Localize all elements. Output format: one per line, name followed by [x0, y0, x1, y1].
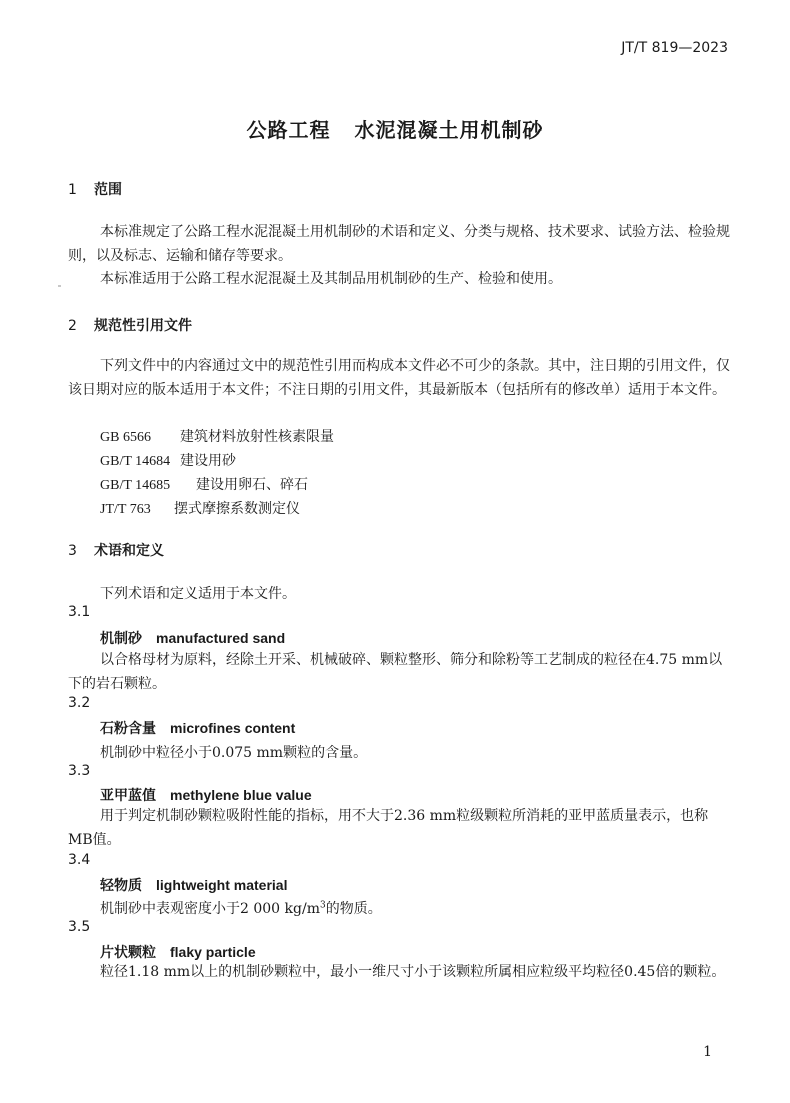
- clause-number: 3.1: [68, 604, 91, 620]
- scan-mark: [58, 285, 61, 287]
- term-heading: [100, 875, 287, 895]
- reference-item: [100, 450, 236, 470]
- section-1-title: 范围: [94, 182, 122, 198]
- term-english: methylene blue value: [170, 787, 312, 803]
- reference-title: 建设用卵石、碎石: [196, 477, 308, 493]
- standard-number: JT/T 819—2023: [621, 40, 728, 56]
- term-definition: 用于判定机制砂颗粒吸附性能的指标，用不大于2.36 mm粒级颗粒所消耗的亚甲蓝质量表示，也称MB值。: [68, 808, 709, 848]
- term-definition: 机制砂中粒径小于0.075 mm颗粒的含量。: [100, 745, 368, 761]
- section-1-number: 1: [68, 182, 77, 198]
- document-title: [0, 114, 790, 143]
- clause-number: 3.3: [68, 763, 91, 779]
- term-definition: 粒径1.18 mm以上的机制砂颗粒中，最小一维尺寸小于该颗粒所属相应粒级平均粒径0.45倍的颗粒。: [100, 964, 726, 980]
- terms-intro: 下列术语和定义适用于本文件。: [100, 586, 296, 602]
- scope-paragraph-1: 本标准规定了公路工程水泥混凝土用机制砂的术语和定义、分类与规格、技术要求、试验方法、检验规则，以及标志、运输和储存等要求。: [68, 224, 730, 264]
- reference-code: GB/T 14685: [100, 478, 171, 493]
- term-heading: [100, 718, 295, 738]
- page-number: 1: [703, 1044, 712, 1060]
- title-part-1: 公路工程: [246, 118, 331, 142]
- section-2-heading: [68, 315, 192, 335]
- reference-code: GB 6566: [100, 430, 151, 445]
- term-english: flaky particle: [170, 944, 256, 960]
- title-part-2: 水泥混凝土用机制砂: [354, 118, 544, 142]
- clause-number: 3.2: [68, 695, 91, 711]
- term-definition: [100, 898, 382, 918]
- clause-number: 3.5: [68, 919, 91, 935]
- term-english: lightweight material: [156, 877, 288, 893]
- clause-number: 3.4: [68, 852, 91, 868]
- section-3-heading: [68, 540, 164, 560]
- term-english: manufactured sand: [156, 630, 286, 646]
- reference-code: GB/T 14684: [100, 454, 171, 469]
- term-heading: [100, 628, 285, 648]
- superscript: 3: [319, 900, 326, 911]
- term-chinese: 轻物质: [100, 878, 142, 894]
- normative-intro: 下列文件中的内容通过文中的规范性引用而构成本文件必不可少的条款。其中，注日期的引用文件，仅该日期对应的版本适用于本文件；不注日期的引用文件，其最新版本（包括所有的修改单）适用于本文件。: [68, 358, 730, 398]
- reference-title: 摆式摩擦系数测定仪: [174, 501, 300, 517]
- reference-item: [100, 426, 334, 446]
- term-heading: [100, 942, 256, 962]
- term-definition: 以合格母材为原料，经除土开采、机械破碎、颗粒整形、筛分和除粉等工艺制成的粒径在4.75 mm以下的岩石颗粒。: [68, 652, 723, 692]
- reference-item: [100, 474, 308, 494]
- reference-title: 建设用砂: [180, 453, 236, 469]
- term-chinese: 亚甲蓝值: [100, 788, 156, 804]
- reference-title: 建筑材料放射性核素限量: [180, 429, 334, 445]
- term-heading: [100, 785, 312, 805]
- reference-item: [100, 498, 300, 518]
- scope-paragraph-2: 本标准适用于公路工程水泥混凝土及其制品用机制砂的生产、检验和使用。: [100, 271, 562, 287]
- term-chinese: 机制砂: [100, 631, 142, 647]
- term-english: microfines content: [170, 720, 296, 736]
- section-3-title: 术语和定义: [94, 543, 164, 559]
- term-chinese: 石粉含量: [100, 721, 156, 737]
- section-1-heading: [68, 179, 122, 199]
- section-2-title: 规范性引用文件: [94, 318, 192, 334]
- section-3-number: 3: [68, 543, 77, 559]
- definition-text: 机制砂中表观密度小于2 000 kg/m: [100, 901, 320, 917]
- section-2-number: 2: [68, 318, 77, 334]
- term-chinese: 片状颗粒: [100, 945, 156, 961]
- definition-text: 的物质。: [325, 901, 382, 917]
- reference-code: JT/T 763: [100, 502, 151, 517]
